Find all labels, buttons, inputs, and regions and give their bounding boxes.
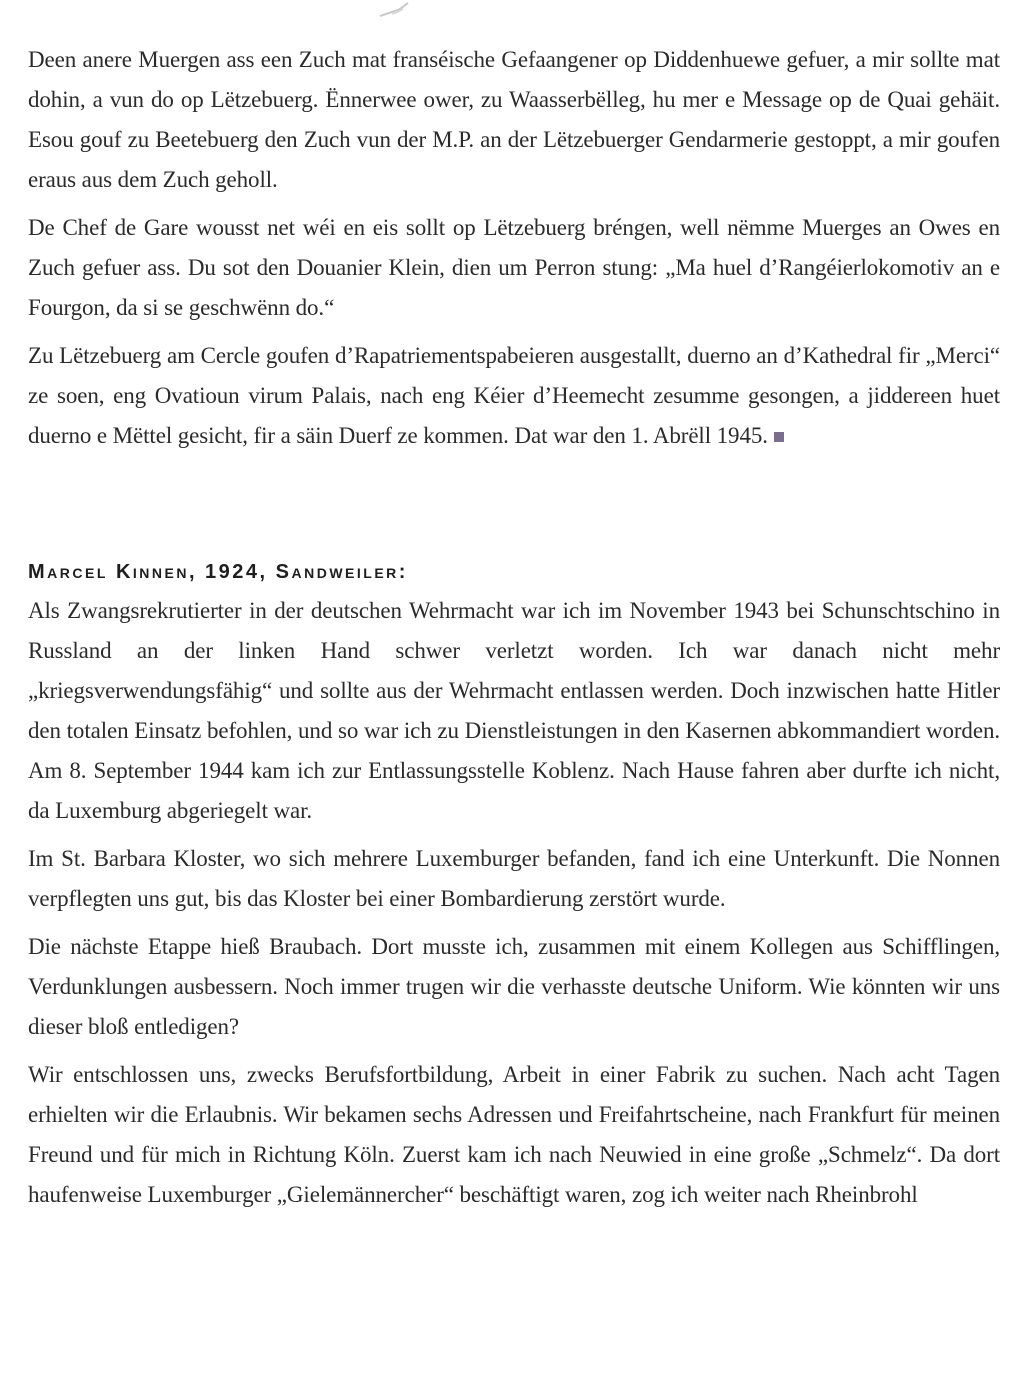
paragraph-braubach: Die nächste Etappe hieß Braubach. Dort musste ich, zusammen mit einem Kollegen aus Schifflingen, Verdunklungen ausbessern. Noch immer trugen wir die verhasste deutsche Uniform. Wie könnten wir uns dieser bloß entledigen?	[28, 934, 1000, 1039]
scan-speck-mark	[378, 2, 412, 20]
paragraph-factory-work: Wir entschlossen uns, zwecks Berufsfortbildung, Arbeit in einer Fabrik zu suchen. Nach acht Tagen erhielten wir die Erlaubnis. Wir bekamen sechs Adressen und Freifahrtscheine, nach Frankfurt für meinen Freund und für mich in Richtung Köln. Zuerst kam ich nach Neuwied in eine große „Schmelz“. Da dort haufenweise Luxemburger „Gielemännercher“ beschäftigt waren, zog ich weiter nach Rheinbrohl	[28, 1062, 1000, 1207]
paragraph-luxembourg-return	[28, 336, 1000, 456]
paragraph-train-message: Deen anere Muergen ass een Zuch mat franséische Gefaangener op Diddenhuewe gefuer, a mir sollte mat dohin, a vun do op Lëtzebuerg. Ënnerwee ower, zu Waasserbëlleg, hu mer e Message op de Quai gehäit. Esou gouf zu Beetebuerg den Zuch vun der M.P. an der Lëtzebuerger Gendarmerie gestoppt, a mir goufen eraus aus dem Zuch geholl.	[28, 47, 1000, 192]
document-page	[28, 40, 1000, 1215]
paragraph-barbara-kloster: Im St. Barbara Kloster, wo sich mehrere Luxemburger befanden, fand ich eine Unterkunft. Die Nonnen verpflegten uns gut, bis das Kloster bei einer Bombardierung zerstört wurde.	[28, 846, 1000, 911]
paragraph-wehrmacht-injury: Als Zwangsrekrutierter in der deutschen Wehrmacht war ich im November 1943 bei Schunschtschino in Russland an der linken Hand schwer verletzt worden. Ich war danach nicht mehr „kriegsverwendungsfähig“ und sollte aus der Wehrmacht entlassen werden. Doch inzwischen hatte Hitler den totalen Einsatz befohlen, und so war ich zu Dienstleistungen in den Kasernen abkommandiert worden. Am 8. September 1944 kam ich zur Entlassungsstelle Koblenz. Nach Hause fahren aber durfte ich nicht, da Luxemburg abgeriegelt war.	[28, 598, 1000, 823]
paragraph-chef-de-gare: De Chef de Gare wousst net wéi en eis sollt op Lëtzebuerg bréngen, well nëmme Muerges an Owes en Zuch gefuer ass. Du sot den Douanier Klein, dien um Perron stung: „Ma huel d’Rangéierlokomotiv an e Fourgon, da si se geschwënn do.“	[28, 215, 1000, 320]
paragraph-luxembourg-return-text: Zu Lëtzebuerg am Cercle goufen d’Rapatriementspabeieren ausgestallt, duerno an d’Kathedral fir „Merci“ ze soen, eng Ovatioun virum Palais, nach eng Kéier d’Heemecht zesumme gesongen, a jiddereen huet duerno e Mëttel gesicht, fir a säin Duerf ze kommen. Dat war den 1. Abrëll 1945.	[28, 343, 1000, 448]
end-of-story-mark	[774, 432, 784, 442]
section-heading-marcel-kinnen: Marcel Kinnen, 1924, Sandweiler:	[28, 561, 408, 583]
